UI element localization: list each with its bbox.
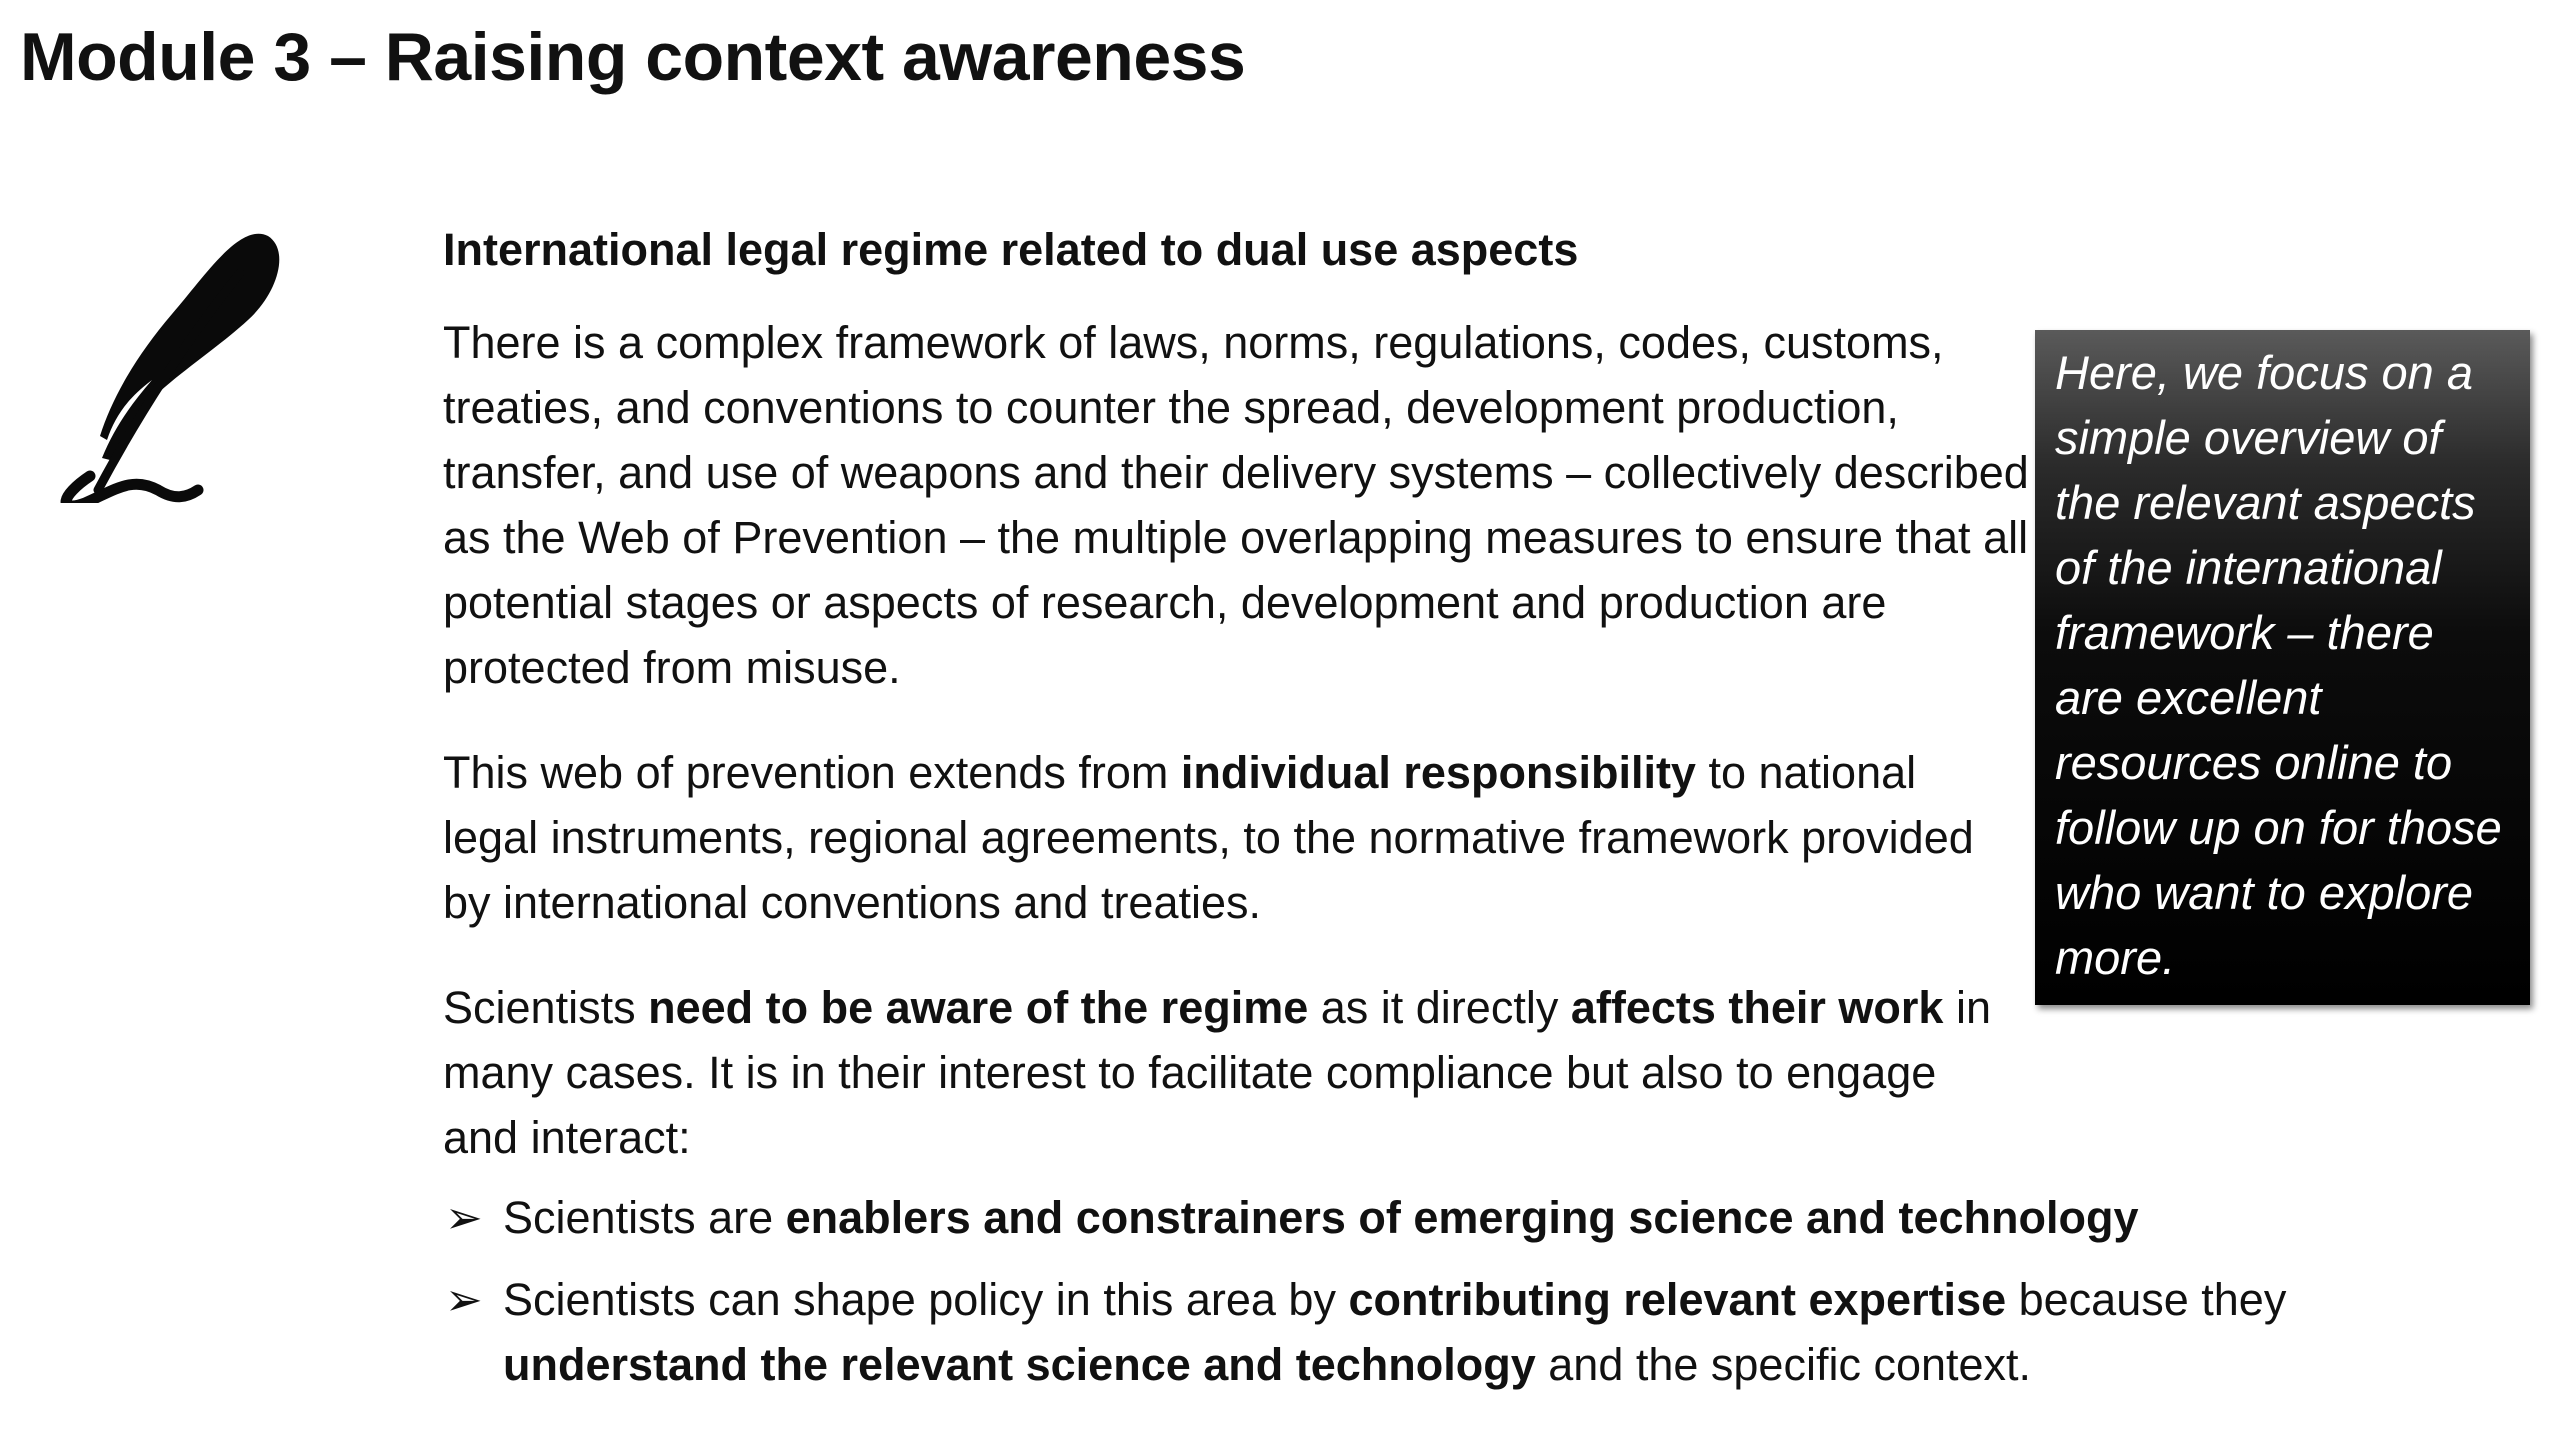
text-run: Scientists can shape policy in this area by <box>503 1274 1349 1325</box>
bold-text: individual responsibility <box>1180 747 1696 798</box>
section-subtitle: International legal regime related to dual use aspects <box>443 224 1579 275</box>
text-run: in many cases. It is in their interest to facilitate compliance but also to engage and interact: <box>443 982 1991 1163</box>
bold-text: enablers and constrainers of emerging science and technology <box>785 1192 2139 1243</box>
paragraph-web-of-prevention: There is a complex framework of laws, norms, regulations, codes, customs, treaties, and conventions to counter the spread, development production, transfer, and use of weapons and their delivery systems – collectively described as the Web of Prevention – the multiple overlapping measures to ensure that all potential stages or aspects of research, development and production are protected from misuse. <box>443 317 2029 693</box>
bold-text: affects their work <box>1570 982 1944 1033</box>
arrowhead-bullet-icon: ➢ <box>445 1192 483 1243</box>
bold-text: understand the relevant science and technology <box>503 1339 1536 1390</box>
list-item <box>443 1267 2343 1397</box>
bullet-list <box>443 1185 2343 1397</box>
list-item <box>443 1185 2343 1250</box>
text-run: Scientists <box>443 982 649 1033</box>
text-run: Scientists are <box>503 1192 786 1243</box>
arrowhead-bullet-icon: ➢ <box>445 1274 483 1325</box>
callout-box: Here, we focus on a simple overview of the relevant aspects of the international framework – there are excellent resources online to follow up on for those who want to explore more. <box>2035 330 2530 1005</box>
text-run: to national legal instruments, regional agreements, to the normative framework provided by international conventions and treaties. <box>443 747 1974 928</box>
text-run: This web of prevention extends from <box>443 747 1181 798</box>
text-run: and the specific context. <box>1535 1339 2032 1390</box>
bold-text: contributing relevant expertise <box>1348 1274 2007 1325</box>
page-title: Module 3 – Raising context awareness <box>20 19 1246 95</box>
text-run: as it directly <box>1308 982 1571 1033</box>
text-run: because they <box>2006 1274 2287 1325</box>
quill-icon <box>40 228 285 503</box>
bold-text: need to be aware of the regime <box>648 982 1309 1033</box>
paragraph-individual-responsibility <box>443 740 1983 935</box>
paragraph-scientists-awareness <box>443 975 2003 1170</box>
